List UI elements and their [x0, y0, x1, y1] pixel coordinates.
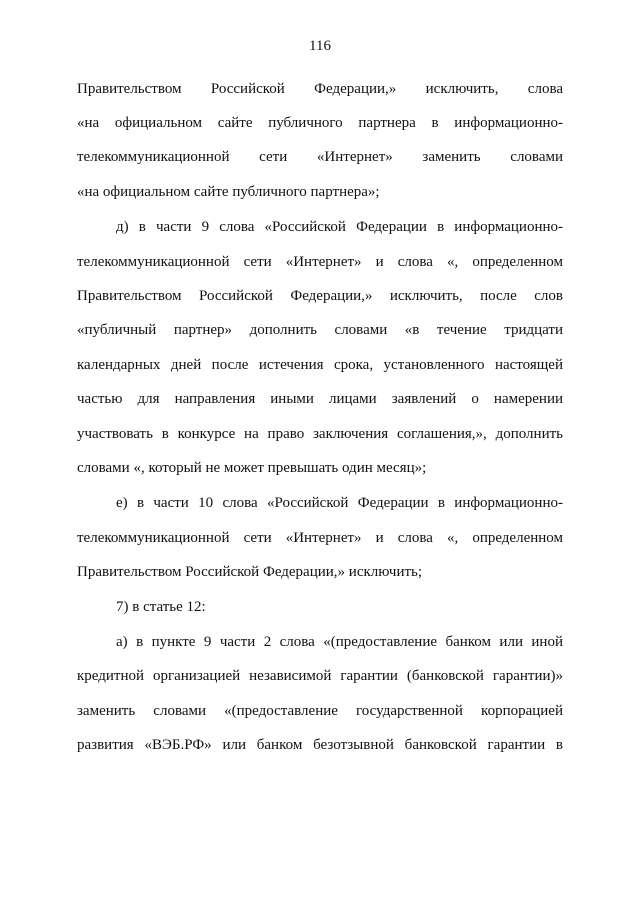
text-line: «на официальном сайте публичного партнера в информационно-: [77, 115, 563, 131]
text-line: частью для направления иными лицами заявлений о намерении: [77, 391, 563, 407]
text-line: телекоммуникационной сети «Интернет» и слова «, определенном: [77, 530, 563, 546]
text-line: участвовать в конкурсе на право заключения соглашения,», дополнить: [77, 426, 563, 442]
text-line: д) в части 9 слова «Российской Федерации в информационно-: [116, 219, 563, 235]
text-line: 7) в статье 12:: [116, 599, 206, 615]
text-line: календарных дней после истечения срока, установленного настоящей: [77, 357, 563, 373]
text-line: Правительством Российской Федерации,» исключить, после слов: [77, 288, 563, 304]
text-line: телекоммуникационной сети «Интернет» и слова «, определенном: [77, 254, 563, 270]
text-line: Правительством Российской Федерации,» исключить;: [77, 564, 423, 580]
page-number: 116: [309, 38, 331, 54]
text-line: «публичный партнер» дополнить словами «в течение тридцати: [77, 322, 563, 338]
text-line: кредитной организацией независимой гарантии (банковской гарантии)»: [77, 668, 563, 684]
text-line: заменить словами «(предоставление государственной корпорацией: [77, 703, 563, 719]
text-line: «на официальном сайте публичного партнера»;: [77, 184, 380, 200]
text-line: телекоммуникационной сети «Интернет» заменить словами: [77, 149, 563, 165]
text-line: а) в пункте 9 части 2 слова «(предоставление банком или иной: [116, 634, 563, 650]
text-line: Правительством Российской Федерации,» исключить, слова: [77, 81, 563, 97]
text-line: словами «, который не может превышать один месяц»;: [77, 460, 427, 476]
text-line: развития «ВЭБ.РФ» или банком безотзывной банковской гарантии в: [77, 737, 563, 753]
text-line: е) в части 10 слова «Российской Федерации в информационно-: [116, 495, 563, 511]
